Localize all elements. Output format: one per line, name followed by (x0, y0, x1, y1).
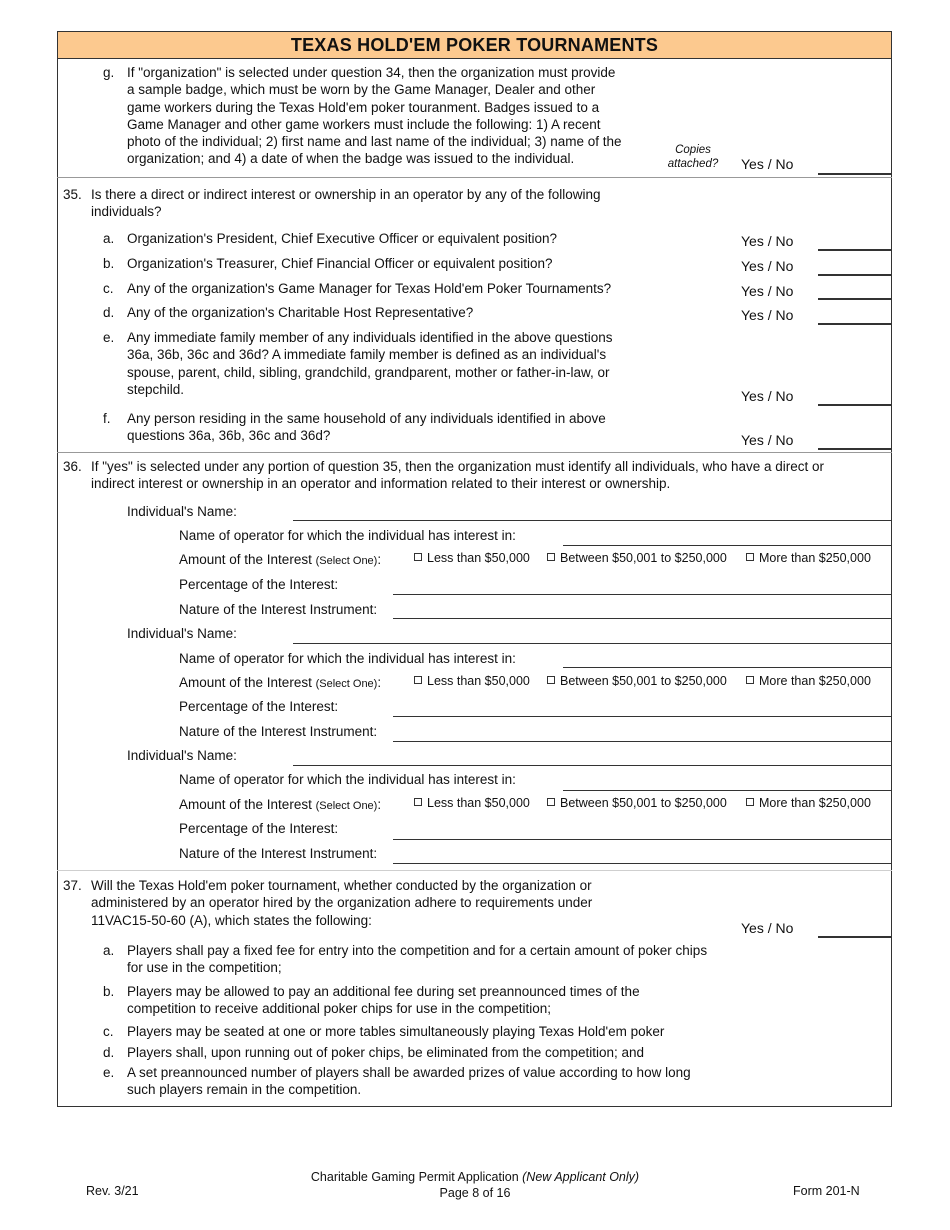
nature-label: Nature of the Interest Instrument: (179, 846, 378, 861)
q35a-answer-line[interactable] (818, 249, 892, 251)
nature-field[interactable] (393, 863, 892, 864)
percentage-field[interactable] (393, 594, 892, 595)
nature-field[interactable] (393, 618, 892, 619)
individual-name-label: Individual's Name: (127, 504, 237, 519)
divider (57, 452, 892, 453)
amount-label: Amount of the Interest (Select One): (179, 675, 382, 690)
q37d-letter: d. (103, 1045, 115, 1060)
individual-name-field[interactable] (293, 643, 892, 644)
checkbox-icon (414, 676, 422, 684)
divider (57, 177, 892, 178)
percentage-field[interactable] (393, 716, 892, 717)
individual-name-label: Individual's Name: (127, 626, 237, 641)
q34g-letter: g. (103, 65, 115, 80)
q35a-text: Organization's President, Chief Executive Officer or equivalent position? (127, 231, 558, 246)
checkbox-icon (746, 676, 754, 684)
checkbox-icon (414, 553, 422, 561)
q35b-text: Organization's Treasurer, Chief Financial Officer or equivalent position? (127, 256, 553, 271)
option-50001-250000[interactable]: Between $50,001 to $250,000 (547, 674, 727, 688)
operator-field[interactable] (563, 667, 892, 668)
checkbox-icon (547, 676, 555, 684)
section-title: TEXAS HOLD'EM POKER TOURNAMENTS (57, 31, 892, 59)
q35f-answer-line[interactable] (818, 448, 892, 450)
q37d-text: Players shall, upon running out of poker chips, be eliminated from the competition; and (127, 1045, 645, 1060)
q35e-letter: e. (103, 330, 115, 345)
q35e-answer-line[interactable] (818, 404, 892, 406)
divider (57, 870, 892, 871)
q37b-letter: b. (103, 984, 115, 999)
q35c-yes-no: Yes / No (741, 283, 794, 299)
operator-label: Name of operator for which the individual has interest in: (179, 651, 516, 666)
copies-attached-label: Copies attached? (667, 144, 719, 170)
q34g-yes-no: Yes / No (741, 156, 794, 172)
option-50001-250000[interactable]: Between $50,001 to $250,000 (547, 796, 727, 810)
nature-label: Nature of the Interest Instrument: (179, 724, 378, 739)
q37a-letter: a. (103, 943, 115, 958)
q35d-text: Any of the organization's Charitable Host Representative? (127, 305, 474, 320)
option-less-50000[interactable]: Less than $50,000 (414, 674, 530, 688)
operator-label: Name of operator for which the individual has interest in: (179, 528, 516, 543)
operator-field[interactable] (563, 545, 892, 546)
q37e-letter: e. (103, 1065, 115, 1080)
option-less-50000[interactable]: Less than $50,000 (414, 551, 530, 565)
q35f-letter: f. (103, 411, 111, 426)
q37e-text: A set preannounced number of players shall be awarded prizes of value according to how long such players remain in the competition. (127, 1065, 691, 1098)
checkbox-icon (414, 798, 422, 806)
footer-page-number: Page 8 of 16 (439, 1186, 511, 1200)
q35b-answer-line[interactable] (818, 274, 892, 276)
option-50001-250000[interactable]: Between $50,001 to $250,000 (547, 551, 727, 565)
checkbox-icon (746, 553, 754, 561)
option-more-250000[interactable]: More than $250,000 (746, 551, 871, 565)
q37b-text: Players may be allowed to pay an additional fee during set preannounced times of the competition to receive additional poker chips for use in the competition; (127, 984, 640, 1017)
footer-form-number: Form 201-N (793, 1184, 860, 1198)
option-less-50000[interactable]: Less than $50,000 (414, 796, 530, 810)
q35f-yes-no: Yes / No (741, 432, 794, 448)
q37a-text: Players shall pay a fixed fee for entry into the competition and for a certain amount of poker chips for use in the competition; (127, 943, 708, 976)
individual-name-field[interactable] (293, 520, 892, 521)
q37-number: 37. (63, 878, 82, 893)
footer-title: Charitable Gaming Permit Application (New Applicant Only) Page 8 of 16 (310, 1170, 640, 1200)
individual-name-label: Individual's Name: (127, 748, 237, 763)
q35-text: Is there a direct or indirect interest or ownership in an operator by any of the following individuals? (91, 187, 601, 220)
amount-label: Amount of the Interest (Select One): (179, 552, 382, 567)
q35-number: 35. (63, 187, 82, 202)
checkbox-icon (547, 798, 555, 806)
q37-text: Will the Texas Hold'em poker tournament, whether conducted by the organization or administered by an operator hired by the organization adhere to requirements under 11VAC15-50-60 (A), which states the following: (91, 878, 593, 928)
q35c-answer-line[interactable] (818, 298, 892, 300)
amount-label: Amount of the Interest (Select One): (179, 797, 382, 812)
option-more-250000[interactable]: More than $250,000 (746, 796, 871, 810)
checkbox-icon (746, 798, 754, 806)
q35c-letter: c. (103, 281, 114, 296)
q35e-text: Any immediate family member of any individuals identified in the above questions 36a, 36b, 36c and 36d? A immediate family member is defined as an individual's spouse, parent, child, sibling, grandchild, grandparent, mother or father-in-law, or stepchild. (127, 330, 613, 397)
q35d-yes-no: Yes / No (741, 307, 794, 323)
q37-answer-line[interactable] (818, 936, 892, 938)
percentage-label: Percentage of the Interest: (179, 699, 339, 714)
q36-number: 36. (63, 459, 82, 474)
q34g-text: If "organization" is selected under question 34, then the organization must provide a sample badge, which must be worn by the Game Manager, Dealer and other game workers during the Texas Hold'em poker touranment. Badges issued to a Game Manager and other game workers must include the following: 1) A recent photo of the individual; 2) first name and last name of the individual; 3) name of the organization; and 4) a date of when the badge was issued to the individual. (127, 65, 622, 167)
q35b-yes-no: Yes / No (741, 258, 794, 274)
q35a-yes-no: Yes / No (741, 233, 794, 249)
q35e-yes-no: Yes / No (741, 388, 794, 404)
q35d-answer-line[interactable] (818, 323, 892, 325)
nature-label: Nature of the Interest Instrument: (179, 602, 378, 617)
q36-text: If "yes" is selected under any portion of question 35, then the organization must identify all individuals, who have a direct or indirect interest or ownership in an operator and information related to their interest or ownership. (91, 459, 825, 492)
operator-field[interactable] (563, 790, 892, 791)
footer-revision: Rev. 3/21 (86, 1184, 139, 1198)
q34g-answer-line[interactable] (818, 173, 892, 175)
percentage-label: Percentage of the Interest: (179, 821, 339, 836)
checkbox-icon (547, 553, 555, 561)
individual-name-field[interactable] (293, 765, 892, 766)
q35b-letter: b. (103, 256, 115, 271)
q37-yes-no: Yes / No (741, 920, 794, 936)
q35f-text: Any person residing in the same household of any individuals identified in above questions 36a, 36b, 36c and 36d? (127, 411, 606, 444)
nature-field[interactable] (393, 741, 892, 742)
q37c-text: Players may be seated at one or more tables simultaneously playing Texas Hold'em poker (127, 1024, 665, 1039)
q35d-letter: d. (103, 305, 115, 320)
q37c-letter: c. (103, 1024, 114, 1039)
operator-label: Name of operator for which the individual has interest in: (179, 772, 516, 787)
q35a-letter: a. (103, 231, 115, 246)
percentage-label: Percentage of the Interest: (179, 577, 339, 592)
percentage-field[interactable] (393, 839, 892, 840)
q35c-text: Any of the organization's Game Manager for Texas Hold'em Poker Tournaments? (127, 281, 612, 296)
option-more-250000[interactable]: More than $250,000 (746, 674, 871, 688)
